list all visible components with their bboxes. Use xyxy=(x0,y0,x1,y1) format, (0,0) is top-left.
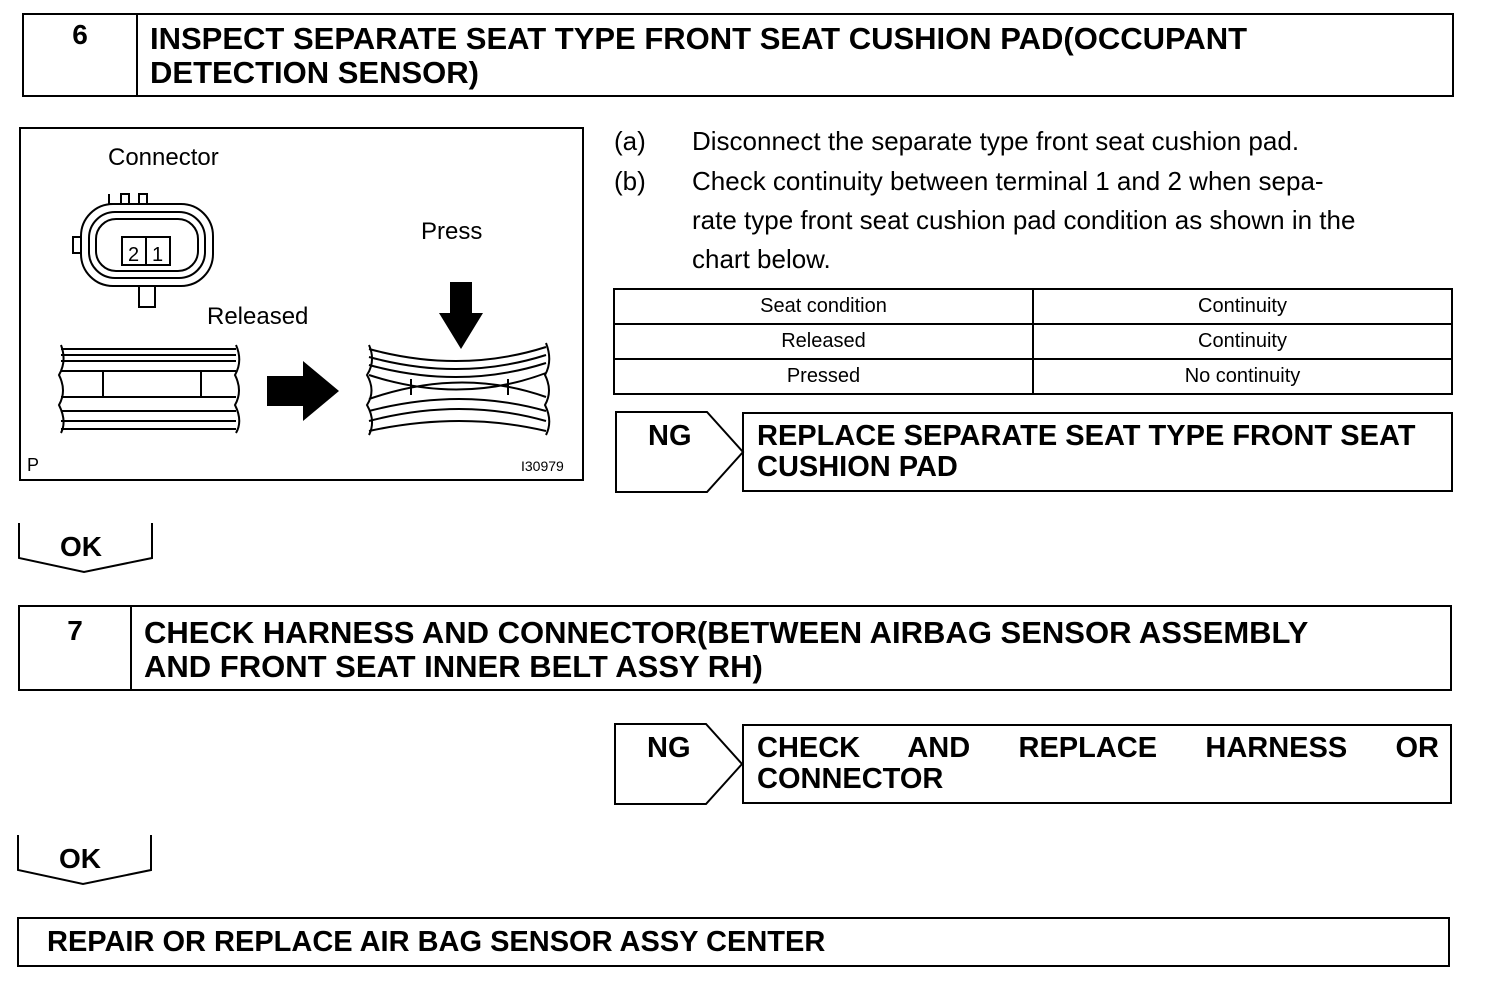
continuity-table xyxy=(613,288,1453,395)
ng-2-action xyxy=(757,733,1439,795)
step-7-title-line2: AND FRONT SEAT INNER BELT ASSY RH) xyxy=(144,649,763,684)
instruction-b-line2: rate type front seat cushion pad condition as shown in the xyxy=(692,205,1356,235)
ng-1-action-box xyxy=(742,412,1453,492)
figure-drawing xyxy=(21,129,582,479)
table-header-row xyxy=(614,289,1452,324)
step-7-title-line1: CHECK HARNESS AND CONNECTOR(BETWEEN AIRBAG SENSOR ASSEMBLY xyxy=(144,615,1309,650)
ng-2-action-line1: CHECK AND REPLACE HARNESS OR xyxy=(757,732,1439,764)
table-cell: Pressed xyxy=(614,359,1033,394)
ok-1-label: OK xyxy=(60,531,102,562)
table-cell: No continuity xyxy=(1033,359,1452,394)
ng-2-action-line2: CONNECTOR xyxy=(757,763,944,795)
step-6-title xyxy=(150,22,1440,90)
step-7-number: 7 xyxy=(20,607,132,689)
ng-1-action-line2: CUSHION PAD xyxy=(757,451,958,483)
terminal-2-label: 2 xyxy=(128,244,140,266)
final-action-text: REPAIR OR REPLACE AIR BAG SENSOR ASSY CENTER xyxy=(47,926,826,958)
ng-2-label: NG xyxy=(647,732,691,764)
instruction-a-text: Disconnect the separate type front seat cushion pad. xyxy=(692,126,1300,156)
transition-arrow-icon xyxy=(267,361,339,421)
ng-1-label: NG xyxy=(648,420,692,452)
instruction-a-marker: (a) xyxy=(614,126,646,156)
step-6-number: 6 xyxy=(24,15,138,95)
table-row xyxy=(614,324,1452,359)
table-cell: Continuity xyxy=(1033,324,1452,359)
seat-pad-figure xyxy=(19,127,584,481)
ng-2-action-box xyxy=(742,724,1452,804)
instruction-b-marker: (b) xyxy=(614,166,646,196)
table-cell: Released xyxy=(614,324,1033,359)
header-seat-condition: Seat condition xyxy=(614,289,1033,324)
instruction-b-line3: chart below. xyxy=(692,244,831,274)
figure-code: I30979 xyxy=(521,458,564,474)
step-7-header xyxy=(18,605,1452,691)
header-continuity: Continuity xyxy=(1033,289,1452,324)
connector-icon xyxy=(73,194,213,307)
step-6-header xyxy=(22,13,1454,97)
pressed-pad-icon xyxy=(367,343,549,435)
ng-1-action-line1: REPLACE SEPARATE SEAT TYPE FRONT SEAT xyxy=(757,420,1416,452)
step-6-title-line1: INSPECT SEPARATE SEAT TYPE FRONT SEAT CUSHION PAD(OCCUPANT xyxy=(150,21,1248,56)
table-row xyxy=(614,359,1452,394)
released-pad-icon xyxy=(59,345,239,433)
ok-2-label: OK xyxy=(59,843,101,874)
step-6-title-line2: DETECTION SENSOR) xyxy=(150,55,479,90)
connector-label: Connector xyxy=(108,144,219,171)
released-label: Released xyxy=(207,303,309,330)
ng-1-action xyxy=(757,421,1447,483)
figure-corner-letter: P xyxy=(27,455,40,475)
final-action-box xyxy=(17,917,1450,967)
press-down-arrow-icon xyxy=(439,282,483,349)
instruction-b-line1: Check continuity between terminal 1 and 2 when sepa- xyxy=(692,166,1324,196)
step-7-title xyxy=(144,616,1444,684)
press-label: Press xyxy=(421,218,483,245)
terminal-1-label: 1 xyxy=(152,244,164,266)
